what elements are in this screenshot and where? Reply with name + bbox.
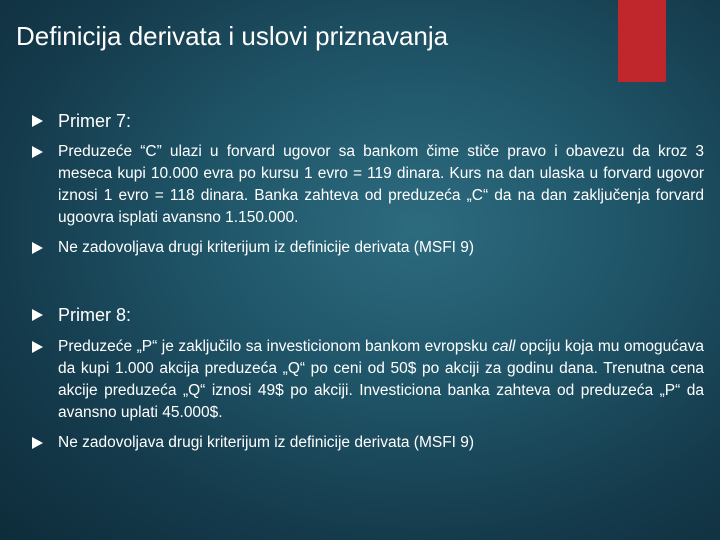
- bullet-text-part: opciju koja mu omogućava da kupi 1.000 akcija preduzeća „Q“ po ceni od 50$ po akciji za godinu dana. Trenutna cena akcije preduzeća „Q“ iznosi 49$ po akciji. Investiciona banka zahteva od preduzeća „P“ da avansno uplati 45.000$.: [58, 338, 704, 421]
- triangle-right-icon: [32, 437, 43, 449]
- bullet-text-part: Preduzeće „P“ je zaključilo sa investicionom bankom evropsku: [58, 338, 493, 355]
- red-accent-tab: [618, 0, 666, 82]
- bullet-text: Preduzeće “C” ulazi u forvard ugovor sa bankom čime stiče pravo i obavezu da kroz 3 meseca kupi 10.000 evra po kursu 1 evro = 119 dinara. Kurs na dan ulaska u forvard ugovor iznosi 1 evro = 118 dinara. Banka zahteva od preduzeća „C“ da na dan zaključenja forvard ugoovra isplati avansno 1.150.000.: [58, 143, 704, 226]
- triangle-right-icon: [32, 309, 43, 321]
- bullet-text: Primer 7:: [58, 111, 132, 131]
- bullet-text: [58, 336, 704, 424]
- bullet-text: Ne zadovoljava drugi kriterijum iz definicije derivata (MSFI 9): [58, 239, 475, 256]
- triangle-right-icon: [32, 115, 43, 127]
- bullet-text-italic: call: [492, 338, 516, 355]
- triangle-right-icon: [32, 341, 43, 353]
- bullet-text: Ne zadovoljava drugi kriterijum iz definicije derivata (MSFI 9): [58, 434, 475, 451]
- triangle-right-icon: [32, 242, 43, 254]
- slide-title: Definicija derivata i uslovi priznavanja: [16, 21, 449, 51]
- triangle-right-icon: [32, 146, 43, 158]
- bullet-text: Primer 8:: [58, 305, 132, 325]
